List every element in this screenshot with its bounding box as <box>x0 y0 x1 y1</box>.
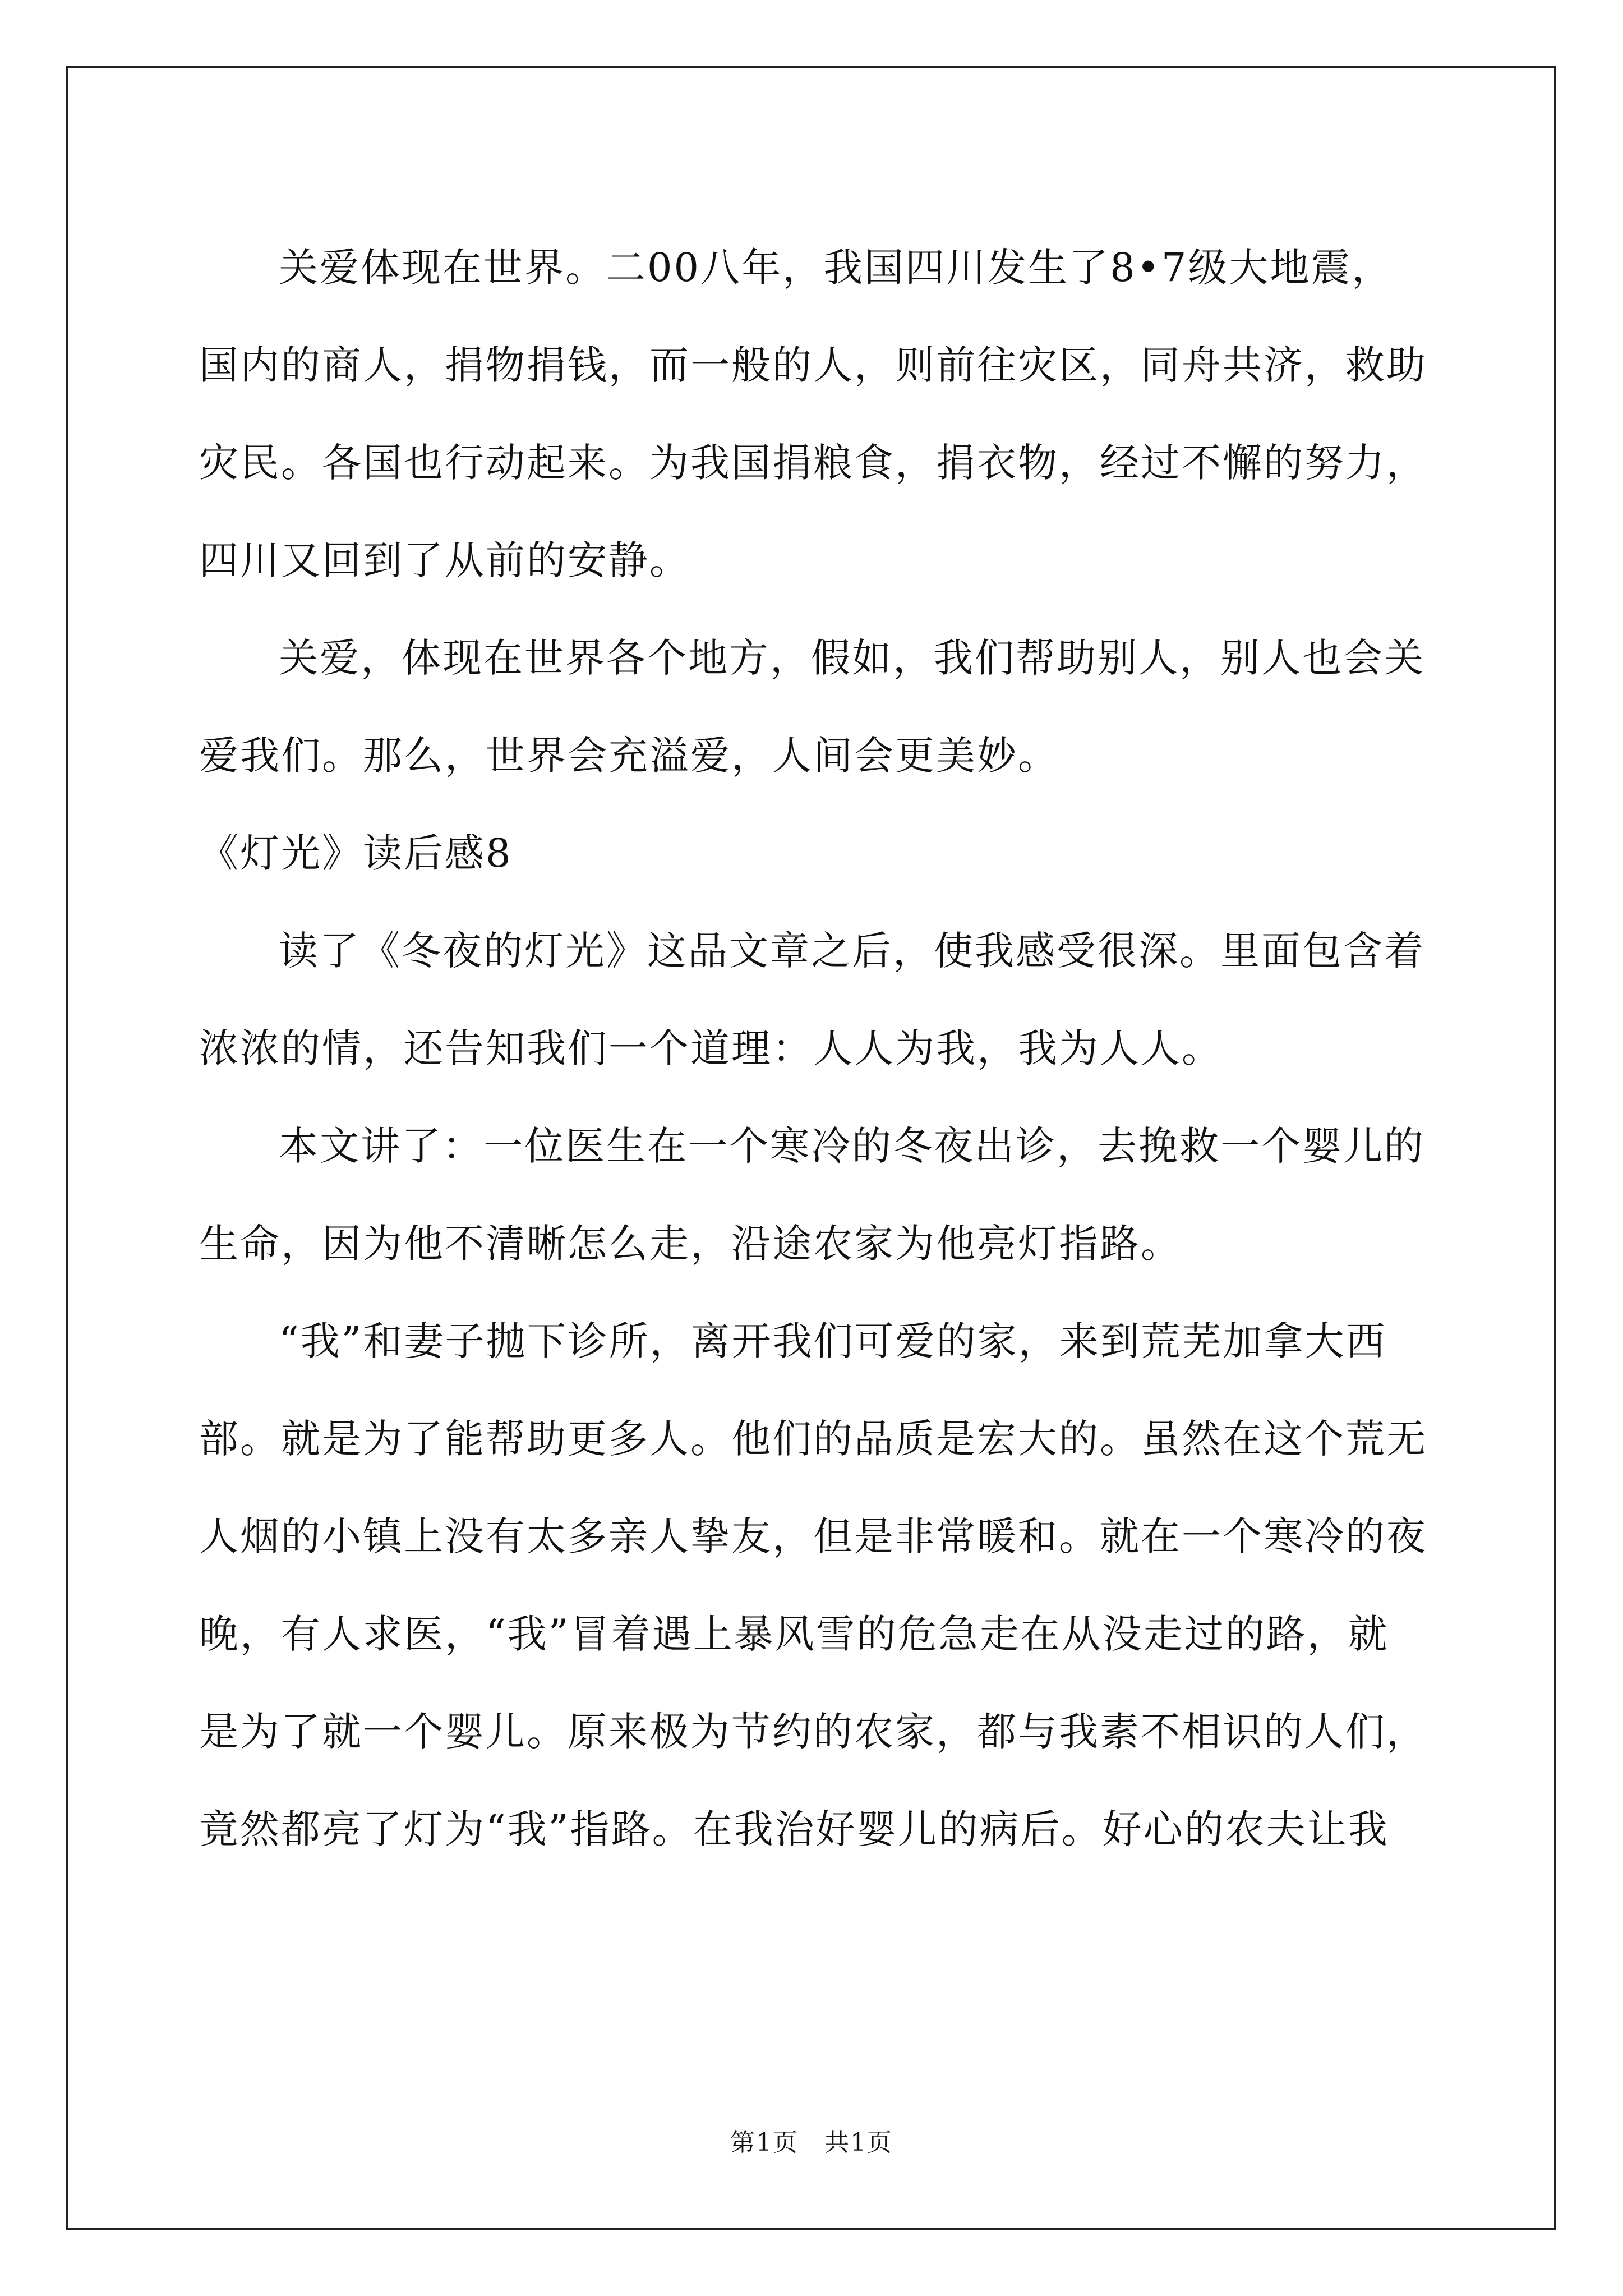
page-footer: 第1页 共1页 <box>730 2128 893 2157</box>
paragraph: “我”和妻子抛下诊所，离开我们可爱的家，来到荒芜加拿大西部。就是为了能帮助更多人。他们的品质是宏大的。虽然在这个荒无人烟的小镇上没有太多亲人挚友，但是非常暖和。就在一个寒冷的夜晚，有人求医，“我”冒着遇上暴风雪的危急走在从没走过的路，就是为了就一个婴儿。原来极为节约的农家，都与我素不相识的人们，竟然都亮了灯为“我”指路。在我治好婴儿的病后。好心的农夫让我 <box>199 1318 1427 1852</box>
paragraph: 关爱，体现在世界各个地方，假如，我们帮助别人，别人也会关爱我们。那么，世界会充溢爱，人间会更美妙。 <box>199 635 1425 779</box>
paragraph: 读了《冬夜的灯光》这品文章之后，使我感受很深。里面包含着浓浓的情，还告知我们一个道理：人人为我，我为人人。 <box>199 928 1425 1071</box>
paragraph: 关爱体现在世界。二00八年，我国四川发生了8•7级大地震，国内的商人，捐物捐钱，而一般的人，则前往灾区，同舟共济，救助灾民。各国也行动起来。为我国捐粮食，捐衣物，经过不懈的努力，四川又回到了从前的安静。 <box>199 245 1427 583</box>
paragraph: 本文讲了：一位医生在一个寒冷的冬夜出诊，去挽救一个婴儿的生命，因为他不清晰怎么走，沿途农家为他亮灯指路。 <box>199 1123 1425 1267</box>
section-heading: 《灯光》读后感8 <box>199 830 513 876</box>
document-body <box>199 219 1427 1878</box>
